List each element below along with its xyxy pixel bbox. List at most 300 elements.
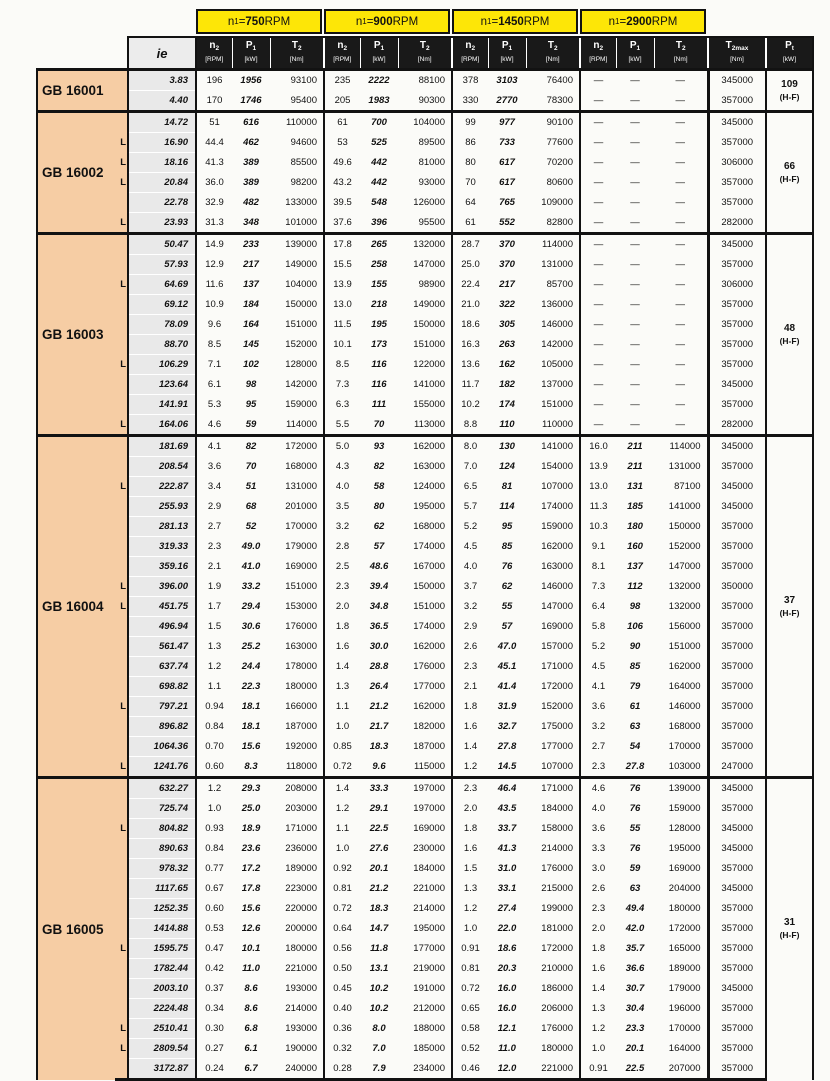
p1-cell: 90: [629, 641, 641, 652]
n2-cell: 4.5: [580, 657, 616, 677]
t2-cell: 147000: [668, 561, 701, 572]
n2-cell: 6.3: [324, 395, 360, 415]
header-p1-rpm2900: $P_1$ [kW]: [616, 37, 654, 70]
p1-cell: 63: [629, 721, 641, 732]
p1-cell: 51: [245, 481, 257, 492]
table-row: [37, 213, 813, 234]
ie-cell: 1117.65: [128, 879, 196, 899]
t2-cell: 199000: [541, 903, 573, 914]
p1-cell: 195: [371, 319, 387, 330]
t2max-cell: 357000: [708, 597, 766, 617]
t2-cell: 184000: [413, 863, 445, 874]
t2-cell: 171000: [285, 823, 317, 834]
n2-cell: 37.6: [324, 213, 360, 234]
p1-cell: 80: [373, 501, 385, 512]
n2-cell: 2.5: [324, 557, 360, 577]
t2-cell: 177000: [541, 741, 573, 752]
t2-cell: 151000: [413, 339, 445, 350]
n2-cell: 11.6: [205, 279, 224, 290]
t2-cell: 180000: [541, 1043, 573, 1054]
p1-cell: 58: [373, 481, 385, 492]
n2-cell: 2.3: [207, 541, 222, 552]
n2-cell: 0.94: [205, 701, 224, 712]
p1-cell: 82: [232, 436, 270, 457]
p1-cell: 22.5: [616, 1059, 654, 1080]
p1-cell: 525: [371, 137, 387, 148]
p1-cell: —: [630, 279, 640, 290]
p1-cell: 49.0: [241, 541, 261, 552]
ie-cell: 14.72: [128, 112, 196, 133]
p1-cell: 41.0: [241, 561, 261, 572]
p1-cell: 114: [499, 501, 515, 512]
n2-cell: 1.0: [580, 1039, 616, 1059]
t2-cell: 162000: [413, 701, 445, 712]
n2-cell: 0.72: [452, 979, 488, 999]
table-row: [37, 275, 813, 295]
p1-cell: 16.0: [497, 1003, 517, 1014]
ie-cell: 281.13: [128, 517, 196, 537]
t2max-cell: 357000: [708, 859, 766, 879]
t2max-cell: 357000: [708, 939, 766, 959]
ie-cell: 1782.44: [128, 959, 196, 979]
l-marker: L: [115, 697, 128, 717]
p1-cell: 11.0: [498, 1043, 516, 1054]
t2-cell: 230000: [413, 843, 445, 854]
p1-cell: —: [630, 359, 640, 370]
l-marker: [115, 315, 128, 335]
ie-cell: 255.93: [128, 497, 196, 517]
n2-cell: 1.3: [452, 879, 488, 899]
t2-cell: 236000: [285, 843, 317, 854]
table-row: [37, 959, 813, 979]
t2-cell: 169000: [541, 621, 573, 632]
p1-cell: 59: [245, 418, 257, 430]
n2-cell: 12.9: [205, 259, 224, 270]
n2-cell: 5.8: [580, 617, 616, 637]
gear-catalog-page: [36, 9, 814, 1081]
n2-cell: 3.2: [452, 597, 488, 617]
t2-cell: 179000: [285, 541, 317, 552]
t2-cell: —: [675, 359, 685, 370]
l-marker: [115, 1059, 128, 1080]
n2-cell: 3.6: [580, 819, 616, 839]
n2-cell: 0.47: [205, 943, 224, 954]
p1-cell: 322: [499, 299, 515, 310]
p1-cell: 131: [627, 481, 643, 492]
p1-cell: 33.2: [241, 581, 261, 592]
n2-cell: 99: [452, 112, 488, 133]
n2-cell: 0.56: [324, 939, 360, 959]
t2max-cell: 357000: [708, 457, 766, 477]
n2-cell: 2.1: [207, 561, 222, 572]
t2max-cell: 357000: [708, 999, 766, 1019]
t2max-cell: 345000: [708, 436, 766, 457]
t2-cell: 159000: [541, 521, 573, 532]
p1-cell: 145: [243, 339, 259, 350]
p1-cell: 21.2: [369, 701, 389, 712]
t2-cell: 164000: [668, 1043, 701, 1054]
p1-cell: —: [630, 319, 640, 330]
t2-cell: 180000: [285, 943, 317, 954]
t2-cell: 172000: [541, 943, 573, 954]
rpm-band-1450: n 1 = 1450 RPM: [452, 9, 578, 34]
p1-cell: 265: [360, 234, 398, 255]
t2-cell: 162000: [398, 436, 452, 457]
t2-cell: 214000: [541, 843, 573, 854]
n2-cell: 2.9: [207, 501, 222, 512]
n2-cell: 70: [452, 173, 488, 193]
t2-cell: 114000: [286, 418, 317, 430]
p1-cell: 18.1: [241, 701, 261, 712]
p1-cell: —: [630, 216, 640, 228]
p1-cell: 29.4: [241, 601, 261, 612]
table-row: [37, 112, 813, 133]
n2-cell: —: [580, 335, 616, 355]
t2-cell: 193000: [285, 1023, 317, 1034]
n2-cell: 1.8: [580, 939, 616, 959]
p1-cell: 617: [499, 177, 515, 188]
ie-cell: 2003.10: [128, 979, 196, 999]
t2-cell: 132000: [668, 581, 701, 592]
table-row: [37, 173, 813, 193]
n2-cell: 330: [452, 91, 488, 112]
t2-cell: 191000: [413, 983, 445, 994]
t2-cell: 221000: [285, 963, 317, 974]
n2-cell: 1.4: [452, 737, 488, 757]
l-marker: [115, 959, 128, 979]
header-p1-rpm750: $P_1$ [kW]: [232, 37, 270, 70]
p1-cell: —: [630, 418, 640, 430]
p1-cell: 52: [245, 521, 257, 532]
n2-cell: 1.0: [207, 803, 222, 814]
t2-cell: 223000: [285, 883, 317, 894]
p1-cell: 12.1: [497, 1023, 517, 1034]
t2-cell: 128000: [668, 823, 701, 834]
t2-cell: 188000: [413, 1023, 445, 1034]
p1-cell: 12.6: [241, 923, 261, 934]
t2-cell: 221000: [526, 1059, 580, 1080]
header-t2max: $T_{2max}$ [Nm]: [708, 37, 766, 70]
ie-cell: 106.29: [128, 355, 196, 375]
p1-cell: 1956: [232, 70, 270, 91]
t2-cell: 103000: [668, 760, 701, 772]
n2-cell: 1.6: [580, 959, 616, 979]
n2-cell: 8.1: [580, 557, 616, 577]
n2-cell: 1.8: [324, 617, 360, 637]
n2-cell: 2.0: [580, 919, 616, 939]
n2-cell: —: [580, 375, 616, 395]
table-row: [37, 335, 813, 355]
t2-cell: 133000: [285, 197, 317, 208]
n2-cell: 0.45: [324, 979, 360, 999]
table-row: [37, 415, 813, 436]
t2-cell: 164000: [668, 681, 701, 692]
t2-cell: 131000: [668, 461, 701, 472]
ie-cell: 141.91: [128, 395, 196, 415]
table-row: [37, 1019, 813, 1039]
table-row: [37, 193, 813, 213]
t2-cell: —: [675, 319, 685, 330]
p1-cell: 185: [627, 501, 643, 512]
n2-cell: 18.6: [452, 315, 488, 335]
n2-cell: 1.4: [580, 979, 616, 999]
n2-cell: 25.0: [452, 255, 488, 275]
p1-cell: 20.1: [625, 1043, 645, 1054]
t2-cell: —: [675, 177, 685, 188]
l-marker: [115, 637, 128, 657]
t2max-cell: 357000: [708, 717, 766, 737]
p1-cell: 733: [499, 137, 515, 148]
ie-cell: 69.12: [128, 295, 196, 315]
table-row: [37, 1039, 813, 1059]
p1-cell: 85: [501, 541, 513, 552]
p1-cell: 34.8: [369, 601, 389, 612]
t2-cell: 197000: [398, 778, 452, 799]
t2-cell: —: [654, 234, 708, 255]
n2-cell: 1.2: [207, 661, 222, 672]
ie-cell: 2510.41: [128, 1019, 196, 1039]
t2-cell: 162000: [541, 541, 573, 552]
t2-cell: 76400: [526, 70, 580, 91]
t2-cell: 163000: [413, 461, 445, 472]
n2-cell: —: [580, 153, 616, 173]
p1-cell: 61: [629, 701, 641, 712]
header-pt: $P_t$ [kW]: [766, 37, 813, 70]
l-marker: [115, 657, 128, 677]
t2-cell: —: [675, 94, 685, 106]
header-t2-rpm750: $T_2$ [Nm]: [270, 37, 324, 70]
n2-cell: 0.67: [205, 883, 224, 894]
t2-cell: 152000: [668, 541, 701, 552]
p1-cell: 184: [243, 299, 259, 310]
t2-cell: 214000: [285, 1003, 317, 1014]
header-p1-rpm1450: $P_1$ [kW]: [488, 37, 526, 70]
p1-cell: 93: [360, 436, 398, 457]
l-marker: [115, 557, 128, 577]
n2-cell: 7.3: [580, 577, 616, 597]
n2-cell: 0.46: [452, 1059, 488, 1080]
p1-cell: 14.5: [497, 760, 517, 772]
t2-cell: 151000: [285, 581, 317, 592]
p1-cell: 102: [243, 359, 259, 370]
t2-cell: 203000: [285, 803, 317, 814]
n2-cell: 1.5: [207, 621, 222, 632]
n2-cell: 3.3: [580, 839, 616, 859]
n2-cell: —: [580, 395, 616, 415]
l-marker: [115, 436, 128, 457]
t2max-cell: 306000: [708, 153, 766, 173]
p1-cell: 43.5: [497, 803, 517, 814]
pt-cell: 48 (H-F): [766, 234, 813, 436]
t2-cell: 193000: [285, 983, 317, 994]
l-marker: [115, 617, 128, 637]
table-row: [37, 497, 813, 517]
l-marker: [115, 799, 128, 819]
l-marker: [115, 859, 128, 879]
n2-cell: 378: [452, 70, 488, 91]
t2-cell: —: [675, 279, 685, 290]
t2max-cell: 357000: [708, 899, 766, 919]
ie-cell: 16.90: [128, 133, 196, 153]
p1-cell: 442: [371, 157, 387, 168]
header-n2-rpm1450: $n_2$ [RPM]: [452, 37, 488, 70]
t2-cell: 154000: [541, 461, 573, 472]
t2-cell: 141000: [526, 436, 580, 457]
n2-cell: —: [580, 234, 616, 255]
t2-cell: 82800: [546, 216, 573, 228]
p1-cell: 81: [501, 481, 513, 492]
t2-cell: 187000: [285, 721, 317, 732]
t2-cell: 150000: [285, 299, 317, 310]
t2max-cell: 357000: [708, 1019, 766, 1039]
l-marker: [115, 70, 128, 91]
table-row: [37, 315, 813, 335]
n2-cell: 0.60: [205, 903, 224, 914]
ie-cell: 18.16: [128, 153, 196, 173]
n2-cell: 1.4: [324, 657, 360, 677]
t2-cell: 107000: [541, 481, 573, 492]
p1-cell: 180: [627, 521, 643, 532]
n2-cell: 17.8: [324, 234, 360, 255]
n2-cell: 1.8: [452, 697, 488, 717]
t2-cell: 131000: [285, 481, 317, 492]
ie-cell: 632.27: [128, 778, 196, 799]
l-marker: [115, 677, 128, 697]
n2-cell: 64: [452, 193, 488, 213]
p1-cell: —: [630, 259, 640, 270]
rpm-band-750: n 1 = 750 RPM: [196, 9, 322, 34]
t2max-cell: 247000: [708, 757, 766, 778]
ie-cell: 797.21: [128, 697, 196, 717]
p1-cell: 70: [245, 461, 257, 472]
t2-cell: 124000: [413, 481, 445, 492]
ie-cell: 496.94: [128, 617, 196, 637]
p1-cell: 700: [360, 112, 398, 133]
p1-cell: 70: [373, 418, 385, 430]
l-marker: [115, 193, 128, 213]
t2-cell: 158000: [541, 823, 573, 834]
ie-cell: 359.16: [128, 557, 196, 577]
t2-cell: 107000: [541, 760, 573, 772]
p1-cell: 305: [499, 319, 515, 330]
p1-cell: 18.9: [241, 823, 261, 834]
p1-cell: 462: [243, 137, 259, 148]
ie-cell: 4.40: [128, 91, 196, 112]
pt-cell: 66 (H-F): [766, 112, 813, 234]
t2-cell: 169000: [668, 863, 701, 874]
t2-cell: 131000: [541, 259, 573, 270]
t2-cell: —: [675, 197, 685, 208]
l-marker: L: [115, 153, 128, 173]
t2-cell: 215000: [541, 883, 573, 894]
p1-cell: 3103: [488, 70, 526, 91]
p1-cell: 348: [243, 216, 259, 228]
p1-cell: 20.3: [497, 963, 517, 974]
p1-cell: 482: [243, 197, 259, 208]
p1-cell: 17.2: [241, 863, 261, 874]
n2-cell: 4.6: [580, 778, 616, 799]
ie-cell: 64.69: [128, 275, 196, 295]
n2-cell: 4.6: [207, 418, 222, 430]
t2-cell: 87100: [674, 481, 701, 492]
t2-cell: 169000: [413, 823, 445, 834]
table-row: [37, 577, 813, 597]
t2-cell: 89500: [418, 137, 445, 148]
n2-cell: 3.4: [207, 481, 222, 492]
t2max-cell: 357000: [708, 617, 766, 637]
t2-cell: 137000: [541, 379, 573, 390]
n2-cell: —: [580, 355, 616, 375]
p1-cell: 17.8: [241, 883, 261, 894]
t2-cell: 176000: [413, 661, 445, 672]
t2-cell: 147000: [541, 601, 573, 612]
t2-cell: —: [675, 339, 685, 350]
t2-cell: 169000: [285, 561, 317, 572]
t2-cell: 166000: [285, 701, 317, 712]
p1-cell: 10.2: [369, 1003, 389, 1014]
p1-cell: 11.8: [370, 943, 388, 954]
p1-cell: 23.3: [625, 1023, 645, 1034]
ie-cell: 978.32: [128, 859, 196, 879]
t2-cell: —: [675, 157, 685, 168]
ie-cell: 1414.88: [128, 919, 196, 939]
n2-cell: 15.5: [324, 255, 360, 275]
t2-cell: 162000: [668, 661, 701, 672]
t2-cell: 207000: [654, 1059, 708, 1080]
ie-cell: 2809.54: [128, 1039, 196, 1059]
l-marker: L: [115, 355, 128, 375]
table-row: [37, 234, 813, 255]
table-row: [37, 255, 813, 275]
n2-cell: 41.3: [205, 157, 224, 168]
n2-cell: 1.1: [324, 819, 360, 839]
p1-cell: 76: [629, 843, 641, 854]
p1-cell: 31.9: [497, 701, 517, 712]
p1-cell: 6.1: [244, 1043, 258, 1054]
p1-cell: 33.7: [497, 823, 517, 834]
t2-cell: 126000: [413, 197, 445, 208]
p1-cell: 233: [232, 234, 270, 255]
n2-cell: 1.1: [324, 697, 360, 717]
p1-cell: 12.0: [488, 1059, 526, 1080]
p1-cell: 20.1: [369, 863, 389, 874]
t2-cell: 70200: [546, 157, 573, 168]
table-row: [37, 999, 813, 1019]
table-row: [37, 457, 813, 477]
t2max-cell: 357000: [708, 1039, 766, 1059]
t2max-cell: 357000: [708, 255, 766, 275]
table-row: [37, 737, 813, 757]
table-row: [37, 153, 813, 173]
p1-cell: 218: [371, 299, 387, 310]
n2-cell: 3.7: [452, 577, 488, 597]
t2max-cell: 345000: [708, 112, 766, 133]
t2-cell: 150000: [668, 521, 701, 532]
p1-cell: 21.2: [369, 883, 389, 894]
t2-cell: 110000: [270, 112, 324, 133]
t2-cell: 146000: [668, 701, 701, 712]
l-marker: [115, 497, 128, 517]
n2-cell: 1.6: [452, 839, 488, 859]
n2-cell: —: [580, 415, 616, 436]
n2-cell: 1.3: [207, 641, 222, 652]
table-row: [37, 717, 813, 737]
t2max-cell: 357000: [708, 295, 766, 315]
t2-cell: 98200: [290, 177, 317, 188]
n2-cell: 8.5: [324, 355, 360, 375]
p1-cell: 7.9: [360, 1059, 398, 1080]
n2-cell: 51: [196, 112, 232, 133]
